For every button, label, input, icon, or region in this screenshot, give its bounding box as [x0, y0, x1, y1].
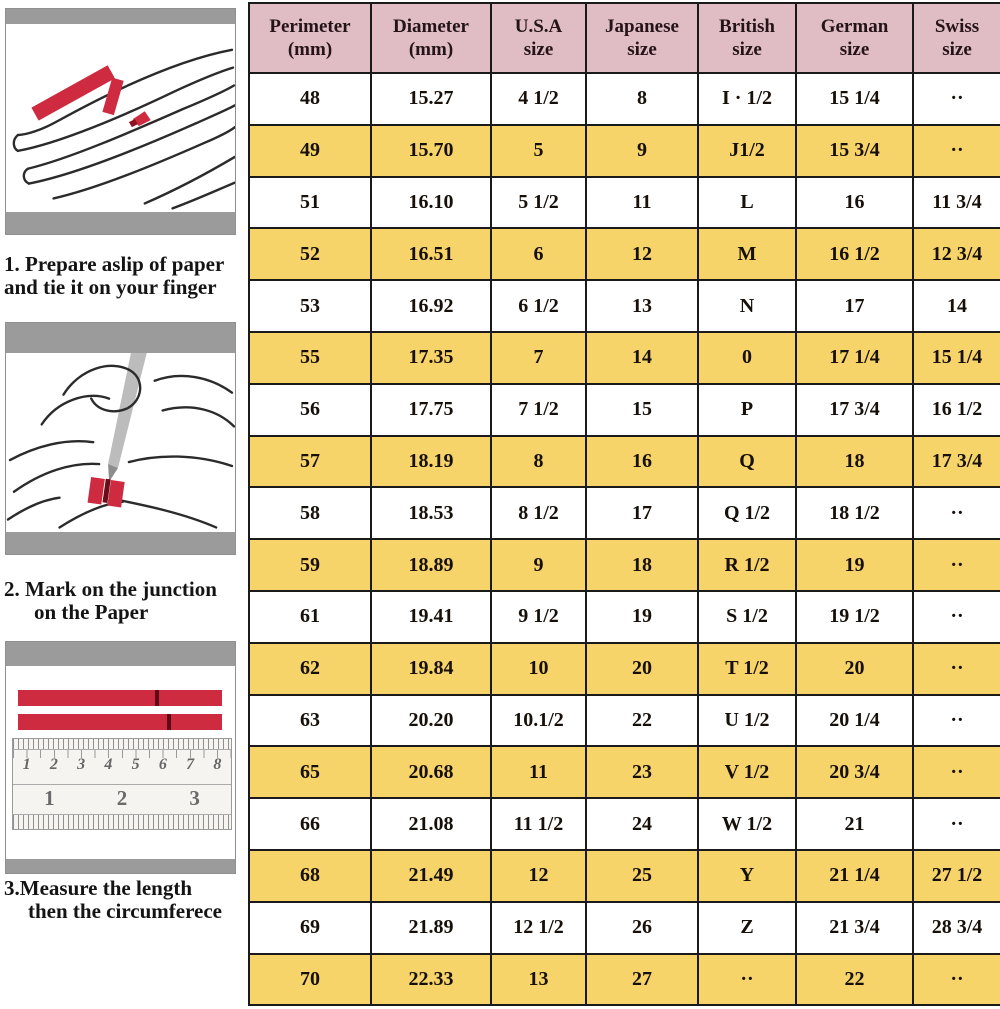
table-cell: ·· [913, 487, 1000, 539]
table-cell: Z [698, 902, 796, 954]
table-cell: 66 [249, 798, 371, 850]
table-cell: 51 [249, 177, 371, 229]
column-header-usa: U.S.A size [491, 3, 586, 73]
table-cell: 9 1/2 [491, 591, 586, 643]
table-cell: 49 [249, 125, 371, 177]
ruler-cm-label: 8 [213, 756, 222, 773]
ruler-fine-ticks-top [13, 739, 231, 750]
table-cell: 16 [796, 177, 913, 229]
table-row [249, 436, 1000, 488]
table-cell: 20 3/4 [796, 746, 913, 798]
table-cell: ·· [913, 73, 1000, 125]
table-cell: U 1/2 [698, 695, 796, 747]
table-cell: Q 1/2 [698, 487, 796, 539]
table-cell: 14 [586, 332, 698, 384]
table-row [249, 73, 1000, 125]
table-cell: 19 1/2 [796, 591, 913, 643]
ruler-inch-labels [13, 786, 231, 811]
table-cell: 22 [796, 954, 913, 1006]
step2-caption-line1: 2. Mark on the junction [4, 577, 217, 601]
ruler-inch-label: 2 [116, 786, 128, 810]
table-cell: 28 3/4 [913, 902, 1000, 954]
step1-caption-line2: and tie it on your finger [4, 275, 217, 299]
table-cell: 21 [796, 798, 913, 850]
hand-with-paper-strip-illustration [6, 24, 235, 212]
ruler-cm-label: 1 [22, 756, 31, 773]
table-row [249, 539, 1000, 591]
table-cell: W 1/2 [698, 798, 796, 850]
table-cell: 18.53 [371, 487, 491, 539]
table-cell: 19.41 [371, 591, 491, 643]
table-cell: ·· [913, 125, 1000, 177]
table-cell: 56 [249, 384, 371, 436]
table-cell: 13 [586, 280, 698, 332]
table-row [249, 280, 1000, 332]
table-cell: 70 [249, 954, 371, 1006]
table-cell: 16 [586, 436, 698, 488]
table-cell: 11 1/2 [491, 798, 586, 850]
table-cell: 69 [249, 902, 371, 954]
table-cell: 15 1/4 [913, 332, 1000, 384]
ruler-cm-label: 3 [77, 756, 86, 773]
table-row [249, 591, 1000, 643]
table-cell: 20.68 [371, 746, 491, 798]
table-row [249, 746, 1000, 798]
table-cell: 57 [249, 436, 371, 488]
column-header-british: British size [698, 3, 796, 73]
table-cell: ·· [913, 591, 1000, 643]
paper-strip-2 [18, 714, 222, 730]
step3-caption [4, 877, 248, 923]
table-cell: 0 [698, 332, 796, 384]
table-cell: 8 [491, 436, 586, 488]
table-cell: 5 [491, 125, 586, 177]
table-cell: 20.20 [371, 695, 491, 747]
table-row [249, 798, 1000, 850]
column-header-german: German size [796, 3, 913, 73]
step2-illustration-panel [5, 322, 236, 555]
table-cell: 26 [586, 902, 698, 954]
table-cell: 21 1/4 [796, 850, 913, 902]
table-cell: 12 1/2 [491, 902, 586, 954]
size-table-body [249, 73, 1000, 1005]
table-row [249, 643, 1000, 695]
table-cell: ·· [913, 798, 1000, 850]
table-cell: 17 [586, 487, 698, 539]
table-cell: 9 [586, 125, 698, 177]
ruler-cm-label: 6 [158, 756, 167, 773]
table-cell: 16.92 [371, 280, 491, 332]
hands-marking-drawing [6, 353, 235, 530]
table-cell: 11 [586, 177, 698, 229]
table-cell: 16.10 [371, 177, 491, 229]
table-cell: 14 [913, 280, 1000, 332]
table-cell: 15 3/4 [796, 125, 913, 177]
table-row [249, 850, 1000, 902]
table-cell: 17 3/4 [796, 384, 913, 436]
table-cell: 23 [586, 746, 698, 798]
table-cell: L [698, 177, 796, 229]
table-cell: 12 3/4 [913, 228, 1000, 280]
table-cell: 25 [586, 850, 698, 902]
table-cell: 27 [586, 954, 698, 1006]
table-cell: 15 [586, 384, 698, 436]
table-row [249, 487, 1000, 539]
gray-divider-bar [6, 323, 235, 353]
ruler-inch-label: 3 [189, 786, 200, 810]
table-cell: T 1/2 [698, 643, 796, 695]
table-cell: 53 [249, 280, 371, 332]
step2-caption [4, 578, 248, 624]
table-cell: 61 [249, 591, 371, 643]
table-cell: 5 1/2 [491, 177, 586, 229]
column-header-swiss: Swiss size [913, 3, 1000, 73]
table-cell: 62 [249, 643, 371, 695]
table-cell: 15.70 [371, 125, 491, 177]
table-cell: 19.84 [371, 643, 491, 695]
table-cell: ·· [913, 746, 1000, 798]
gray-divider-bar [6, 859, 235, 873]
table-cell: 18 [796, 436, 913, 488]
column-header-japanese: Japanese size [586, 3, 698, 73]
table-cell: ·· [913, 695, 1000, 747]
table-cell: 17 3/4 [913, 436, 1000, 488]
table-cell: 52 [249, 228, 371, 280]
gray-divider-bar [6, 9, 235, 24]
table-cell: 19 [586, 591, 698, 643]
table-cell: V 1/2 [698, 746, 796, 798]
table-cell: 7 [491, 332, 586, 384]
table-cell: I · 1/2 [698, 73, 796, 125]
gray-divider-bar [6, 212, 235, 234]
table-cell: 16 1/2 [796, 228, 913, 280]
ruler-inch-label: 1 [44, 786, 55, 810]
table-cell: Q [698, 436, 796, 488]
pen-mark [167, 714, 171, 730]
table-row [249, 695, 1000, 747]
table-cell: 16.51 [371, 228, 491, 280]
table-cell: 11 [491, 746, 586, 798]
table-cell: 6 [491, 228, 586, 280]
table-cell: S 1/2 [698, 591, 796, 643]
table-cell: 18 1/2 [796, 487, 913, 539]
table-cell: 8 1/2 [491, 487, 586, 539]
table-cell: 27 1/2 [913, 850, 1000, 902]
table-cell: ·· [698, 954, 796, 1006]
paper-strip-1 [18, 690, 222, 706]
table-cell: 48 [249, 73, 371, 125]
table-row [249, 384, 1000, 436]
step3-caption-line1: 3.Measure the length [4, 876, 193, 900]
table-cell: 12 [491, 850, 586, 902]
table-cell: 20 1/4 [796, 695, 913, 747]
table-cell: R 1/2 [698, 539, 796, 591]
table-cell: 19 [796, 539, 913, 591]
table-row [249, 177, 1000, 229]
ruler-cm-scale [13, 750, 231, 784]
table-cell: ·· [913, 954, 1000, 1006]
table-cell: 8 [586, 73, 698, 125]
column-header-diameter: Diameter (mm) [371, 3, 491, 73]
table-cell: 55 [249, 332, 371, 384]
table-cell: 18 [586, 539, 698, 591]
table-cell: ·· [913, 643, 1000, 695]
ruler-cm-label: 4 [104, 756, 113, 773]
table-row [249, 902, 1000, 954]
table-cell: 20 [586, 643, 698, 695]
table-cell: 7 1/2 [491, 384, 586, 436]
table-cell: 18.19 [371, 436, 491, 488]
table-cell: 20 [796, 643, 913, 695]
ruler-cm-label: 7 [186, 756, 195, 773]
ruler-inch-scale [13, 784, 231, 814]
table-cell: 63 [249, 695, 371, 747]
table-cell: 15 1/4 [796, 73, 913, 125]
table-cell: 17 1/4 [796, 332, 913, 384]
table-cell: 17 [796, 280, 913, 332]
table-cell: N [698, 280, 796, 332]
table-cell: 65 [249, 746, 371, 798]
step1-illustration-panel [5, 8, 236, 235]
step1-caption [4, 253, 248, 299]
gray-divider-bar [6, 642, 235, 666]
table-cell: 59 [249, 539, 371, 591]
table-cell: P [698, 384, 796, 436]
table-cell: 17.35 [371, 332, 491, 384]
ruler-fine-ticks-bottom [13, 814, 231, 829]
gray-divider-bar [6, 532, 235, 554]
column-header-perimeter: Perimeter (mm) [249, 3, 371, 73]
step3-caption-line2: then the circumferece [28, 899, 222, 923]
ruler-cm-labels [13, 756, 231, 774]
table-cell: 22.33 [371, 954, 491, 1006]
table-cell: 17.75 [371, 384, 491, 436]
ruler-cm-label: 2 [49, 756, 58, 773]
table-row [249, 228, 1000, 280]
step2-caption-line2: on the Paper [34, 600, 149, 624]
pen-mark [155, 690, 159, 706]
table-cell: 10.1/2 [491, 695, 586, 747]
table-cell: 18.89 [371, 539, 491, 591]
table-cell: M [698, 228, 796, 280]
table-cell: 15.27 [371, 73, 491, 125]
table-cell: 21 3/4 [796, 902, 913, 954]
table-cell: 58 [249, 487, 371, 539]
hand-drawing [6, 24, 235, 210]
ruler [12, 738, 232, 830]
table-cell: 6 1/2 [491, 280, 586, 332]
table-row [249, 125, 1000, 177]
table-cell: 21.89 [371, 902, 491, 954]
table-cell: 4 1/2 [491, 73, 586, 125]
table-cell: 21.49 [371, 850, 491, 902]
table-cell: 11 3/4 [913, 177, 1000, 229]
table-cell: 12 [586, 228, 698, 280]
table-header-row [249, 3, 1000, 73]
table-cell: 9 [491, 539, 586, 591]
table-row [249, 332, 1000, 384]
table-cell: 21.08 [371, 798, 491, 850]
table-cell: 22 [586, 695, 698, 747]
table-cell: 16 1/2 [913, 384, 1000, 436]
table-cell: Y [698, 850, 796, 902]
ruler-cm-label: 5 [131, 756, 140, 773]
table-cell: 13 [491, 954, 586, 1006]
table-cell: 24 [586, 798, 698, 850]
step1-caption-line1: 1. Prepare aslip of paper [4, 252, 225, 276]
marking-paper-illustration [6, 353, 235, 532]
table-cell: J1/2 [698, 125, 796, 177]
table-cell: ·· [913, 539, 1000, 591]
ring-size-conversion-table [248, 2, 1000, 1006]
table-cell: 10 [491, 643, 586, 695]
table-cell: 68 [249, 850, 371, 902]
measure-ruler-illustration [6, 666, 235, 859]
step3-illustration-panel [5, 641, 236, 874]
table-row [249, 954, 1000, 1006]
